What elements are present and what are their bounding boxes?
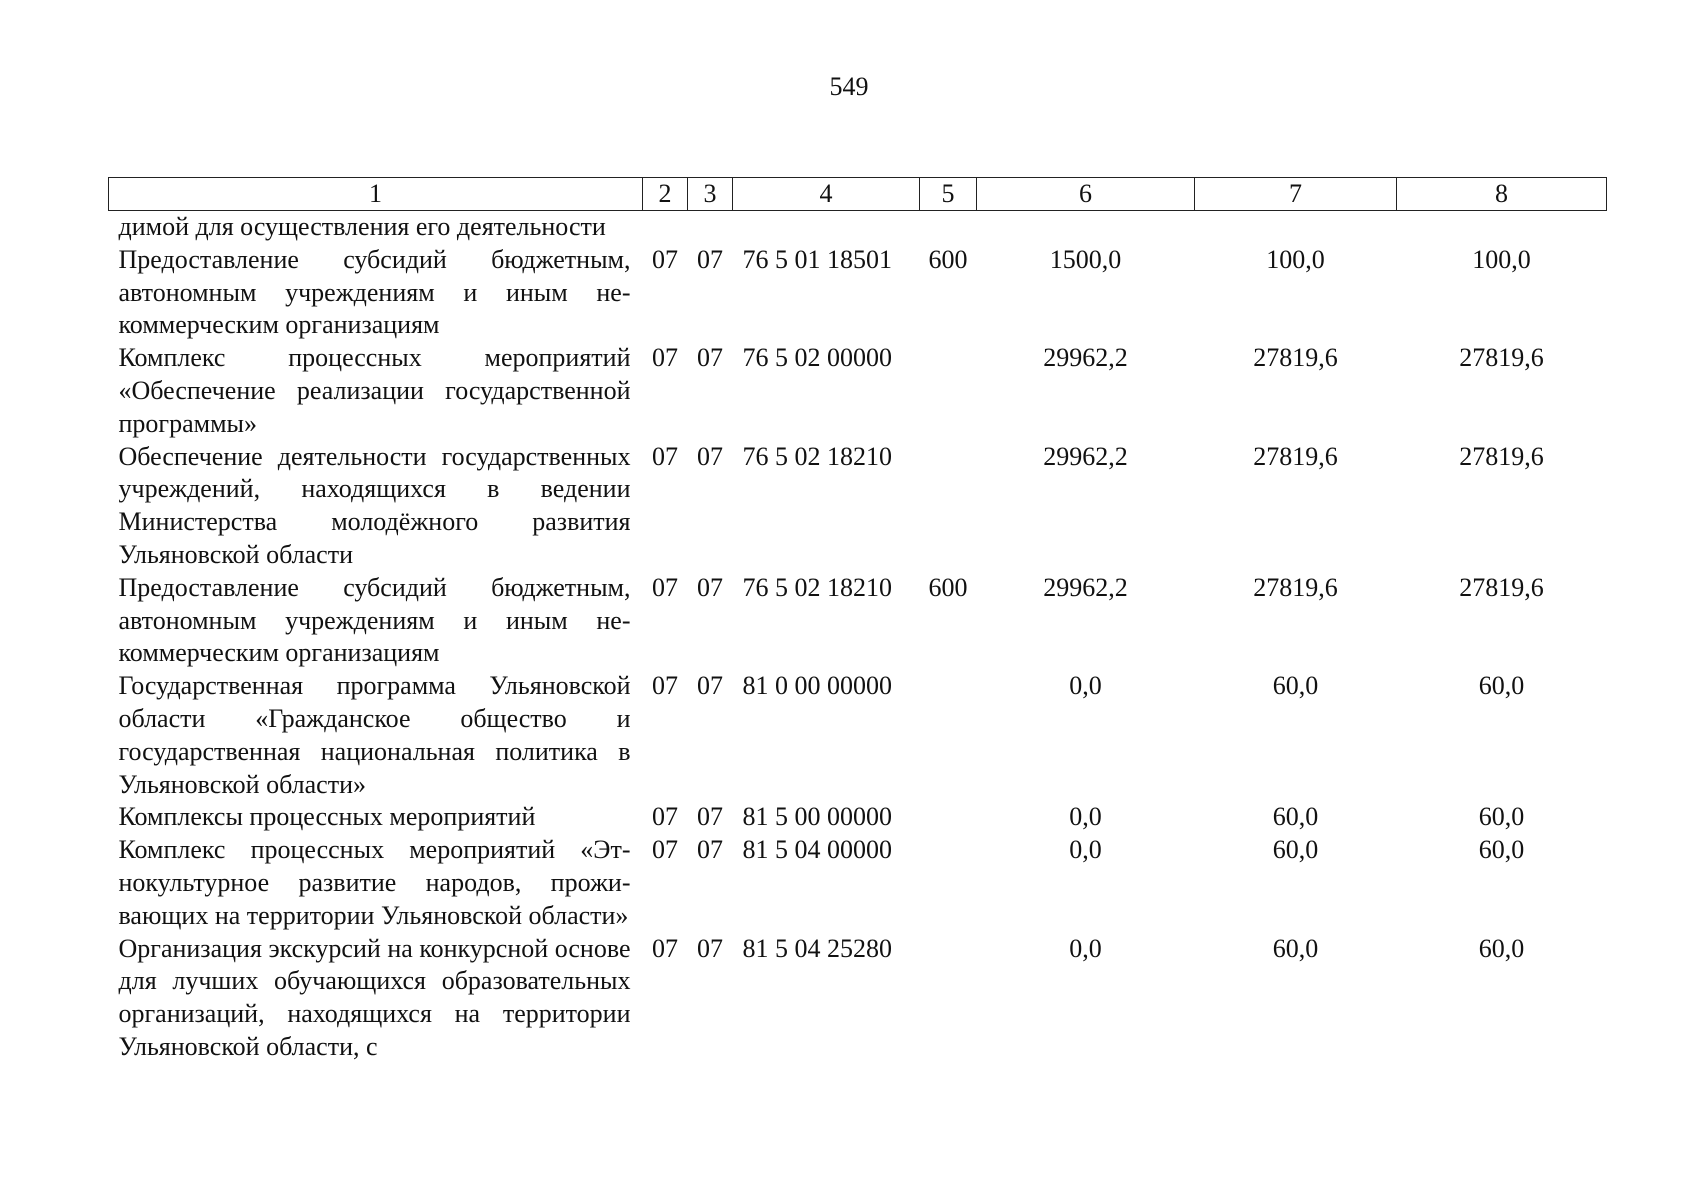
amount-year-2: 100,0 xyxy=(1266,244,1325,274)
target-article-code: 76 5 02 18210 xyxy=(742,572,892,602)
column-header: 1 xyxy=(109,178,643,211)
amount-year-2 xyxy=(1195,211,1397,244)
section-code: 07 xyxy=(652,441,678,471)
section-code: 07 xyxy=(652,671,678,701)
amount-year-3: 27819,6 xyxy=(1459,343,1544,373)
amount-year-3: 27819,6 xyxy=(1459,441,1544,471)
subsection-code: 07 xyxy=(697,802,723,832)
section-code: 07 xyxy=(652,572,678,602)
row-description: Предоставление субсидий бюджетным, автономным учреждениям и иным некоммерческим организациям xyxy=(118,244,631,340)
table-row xyxy=(109,572,1607,670)
column-header: 7 xyxy=(1195,178,1397,211)
subsection-code: 07 xyxy=(697,933,723,963)
row-description: Комплексы процессных мероприятий xyxy=(118,802,536,832)
expense-type-code: 600 xyxy=(928,244,968,274)
row-description: Комплекс процессных мероприятий «Этнокультурное развитие народов, проживающих на территории Ульяновской области» xyxy=(118,835,631,930)
amount-year-2: 60,0 xyxy=(1272,671,1319,701)
amount-year-1: 29962,2 xyxy=(1043,441,1128,471)
expense-type-code xyxy=(920,834,977,932)
subsection-code: 07 xyxy=(697,572,723,602)
amount-year-1 xyxy=(977,211,1195,244)
section-code: 07 xyxy=(652,343,678,373)
amount-year-2: 27819,6 xyxy=(1253,343,1338,373)
subsection-code: 07 xyxy=(697,671,723,701)
amount-year-3: 27819,6 xyxy=(1459,572,1544,602)
amount-year-1: 0,0 xyxy=(1069,835,1102,865)
row-description: Комплекс процессных мероприятий «Обеспечение реализации государственной программы» xyxy=(118,343,631,438)
section-code: 07 xyxy=(652,802,678,832)
expense-type-code xyxy=(920,342,977,440)
subsection-code: 07 xyxy=(697,441,723,471)
amount-year-2: 60,0 xyxy=(1272,835,1319,865)
expense-type-code xyxy=(920,933,977,1064)
table-row xyxy=(109,211,1607,244)
subsection-code: 07 xyxy=(697,244,723,274)
subsection-code: 07 xyxy=(697,343,723,373)
row-description: Обеспечение деятельности государственных учреждений, находящихся в ведении Министерства молодёжного развития Ульяновской области xyxy=(118,441,631,569)
amount-year-1: 0,0 xyxy=(1069,933,1102,963)
amount-year-1: 29962,2 xyxy=(1043,572,1128,602)
amount-year-1: 0,0 xyxy=(1069,802,1102,832)
amount-year-2: 60,0 xyxy=(1272,933,1319,963)
section-code: 07 xyxy=(652,933,678,963)
target-article-code xyxy=(733,211,920,244)
target-article-code: 81 0 00 00000 xyxy=(742,671,892,701)
section-code: 07 xyxy=(652,244,678,274)
expense-type-code xyxy=(920,441,977,572)
amount-year-1: 29962,2 xyxy=(1043,343,1128,373)
amount-year-2: 27819,6 xyxy=(1253,441,1338,471)
column-header: 3 xyxy=(688,178,733,211)
budget-table xyxy=(108,177,1607,1064)
target-article-code: 76 5 02 00000 xyxy=(742,343,892,373)
amount-year-3 xyxy=(1397,211,1607,244)
table-header-row xyxy=(109,178,1607,211)
amount-year-2: 60,0 xyxy=(1272,802,1319,832)
amount-year-2: 27819,6 xyxy=(1253,572,1338,602)
amount-year-3: 100,0 xyxy=(1472,244,1531,274)
amount-year-3: 60,0 xyxy=(1478,835,1525,865)
column-header: 4 xyxy=(733,178,920,211)
table-row xyxy=(109,244,1607,342)
section-code: 07 xyxy=(652,835,678,865)
expense-type-code: 600 xyxy=(928,572,968,602)
amount-year-3: 60,0 xyxy=(1478,802,1525,832)
target-article-code: 81 5 04 25280 xyxy=(742,933,892,963)
column-header: 8 xyxy=(1397,178,1607,211)
target-article-code: 76 5 02 18210 xyxy=(742,441,892,471)
subsection-code xyxy=(688,211,733,244)
row-description: димой для осуществления его деятельности xyxy=(118,212,606,241)
column-header: 2 xyxy=(643,178,688,211)
table-row xyxy=(109,441,1607,572)
table-row xyxy=(109,933,1607,1064)
expense-type-code xyxy=(920,670,977,801)
amount-year-1: 1500,0 xyxy=(1049,244,1122,274)
target-article-code: 76 5 01 18501 xyxy=(742,244,892,274)
expense-type-code xyxy=(920,801,977,834)
subsection-code: 07 xyxy=(697,835,723,865)
page-number: 549 xyxy=(829,72,869,101)
amount-year-3: 60,0 xyxy=(1478,933,1525,963)
expense-type-code xyxy=(920,211,977,244)
amount-year-1: 0,0 xyxy=(1069,671,1102,701)
table-row xyxy=(109,342,1607,440)
target-article-code: 81 5 00 00000 xyxy=(742,802,892,832)
amount-year-3: 60,0 xyxy=(1478,671,1525,701)
row-description: Предоставление субсидий бюджетным, автономным учреждениям и иным некоммерческим организациям xyxy=(118,572,631,668)
table-row xyxy=(109,670,1607,801)
row-description: Государственная программа Ульяновской области «Гражданское общество и государственная национальная политика в Ульяновской области» xyxy=(118,671,631,799)
target-article-code: 81 5 04 00000 xyxy=(742,835,892,865)
row-description: Организация экскурсий на конкурсной основе для лучших обучающихся образовательных организаций, находящихся на территории Ульяновской области, с xyxy=(118,933,631,1061)
table-row xyxy=(109,801,1607,834)
section-code xyxy=(643,211,688,244)
column-header: 6 xyxy=(977,178,1195,211)
column-header: 5 xyxy=(920,178,977,211)
table-row xyxy=(109,834,1607,932)
